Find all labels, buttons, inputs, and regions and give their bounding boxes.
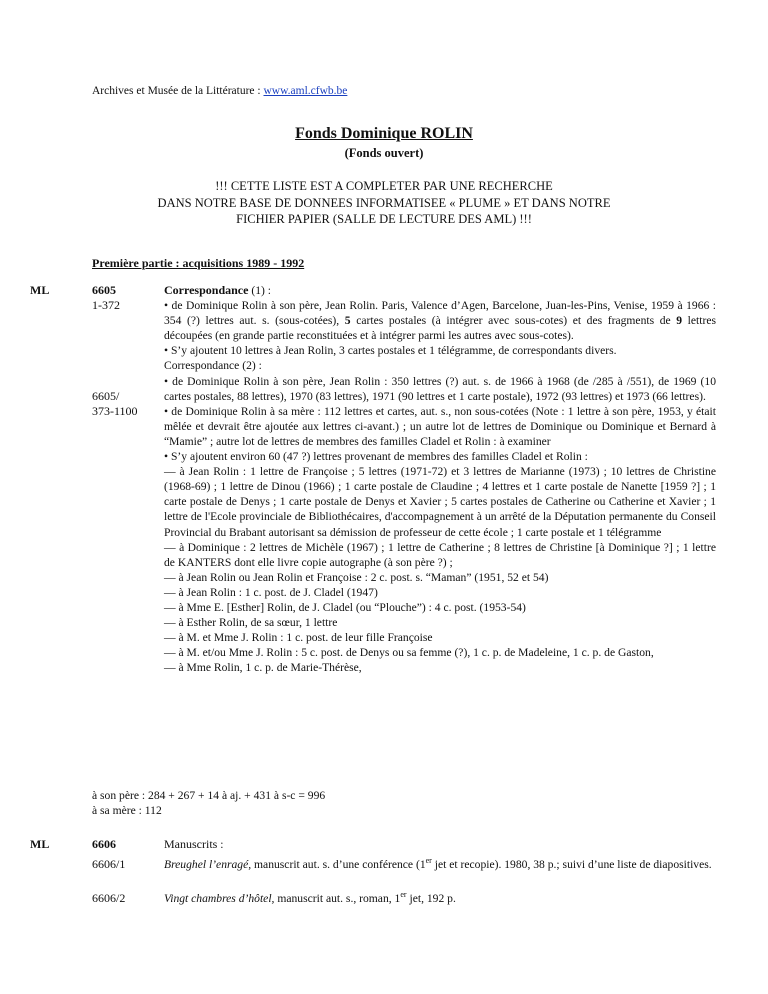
paragraph: — à M. et/ou Mme J. Rolin : 5 c. post. de Denys ou sa femme (?), 1 c. p. de Madeleine, 1 c. p. de Gaston, — [164, 646, 654, 660]
paragraph: — à M. et Mme J. Rolin : 1 c. post. de leur fille Françoise — [164, 631, 433, 645]
call-number: 6605 — [92, 283, 116, 297]
paragraph: Correspondance (2) : — [164, 359, 262, 373]
entry-code — [92, 283, 120, 313]
heading-manuscrits: Manuscrits — [164, 837, 218, 851]
heading-suffix: (1) : — [248, 284, 271, 297]
sub-call-number: 6606/2 — [92, 891, 126, 905]
paragraph: — à Jean Rolin : 1 c. post. de J. Cladel (1947) — [164, 585, 378, 599]
entry-ml-label: ML — [30, 837, 50, 851]
entry-code — [92, 837, 116, 852]
text-run: manuscrit aut. s., roman, 1 — [274, 892, 401, 905]
superscript: er — [425, 856, 432, 866]
paragraph: — à Mme E. [Esther] Rolin, de J. Cladel (ou “Plouche”) : 4 c. post. (1953-54) — [164, 600, 526, 614]
paragraph: — à Jean Rolin : 1 lettre de Françoise ; 5 lettres (1971-72) et 3 lettres de Marianne (1973) ; 10 lettres de Christine (1968-69) ; 1 lettre de Dinou (1966) ; 1 carte postale de Claudine ; 4 lettres et 1 carte postale de Nanette [1959 ?] ; 1 carte postale de Denys ; 1 carte postale de Denys et Xavier ; 5 cartes postales de Catherine ou Catherine et Xavier ; 1 lettre de l'Ecole provinciale de Bibliothécaires, d'accompagnement à un arrêté de la Députation permanente du Conseil Provincial du Brabant autorisant sa démission de professeur de cette école ; 1 carte postale et 1 télégramme — [164, 465, 716, 539]
section-heading: Première partie : acquisitions 1989 - 1992 — [92, 256, 305, 270]
heading-suffix: : — [217, 838, 224, 851]
paragraph: — à Dominique : 2 lettres de Michèle (1967) ; 1 lettre de Catherine ; 8 lettres de Christine [à Dominique ?] ; 1 lettre de KANTERS dont elle livre copie autographe (à son père ?) ; — [164, 540, 716, 569]
paragraph: — à Jean Rolin ou Jean Rolin et Françoise : 2 c. post. s. “Maman” (1951, 52 et 54) — [164, 570, 549, 584]
header-prefix: Archives et Musée de la Littérature : — [92, 85, 264, 97]
entry-ml-label: ML — [30, 283, 50, 297]
warning-notice — [0, 178, 768, 228]
manuscript-item — [164, 891, 716, 906]
call-number-2: 6605/ — [92, 389, 120, 403]
paragraph: — à Mme Rolin, 1 c. p. de Marie-Thérèse, — [164, 661, 362, 675]
paragraph: • de Dominique Rolin à son père, Jean Rolin : 350 lettres (?) aut. s. de 1966 à 1968 (de /285 à /551), de 1969 (10 cartes postales, 88 lettres), 1970 (83 lettres), 1971 (90 lettres et 1 carte postale), 1972 (93 lettres) et 1973 (66 lettres). — [164, 374, 716, 403]
total-line: à sa mère : 112 — [92, 804, 162, 818]
bold-number: 9 — [676, 314, 683, 328]
text-run: jet et recopie). 1980, 38 p.; suivi d’une liste de diapositives. — [431, 858, 712, 871]
heading-correspondance-1: Correspondance — [164, 283, 249, 297]
paragraph: — à Esther Rolin, de sa sœur, 1 lettre — [164, 616, 338, 630]
totals-block — [92, 788, 325, 818]
document-title: Fonds Dominique ROLIN — [295, 125, 473, 142]
header-line — [92, 84, 347, 99]
call-range: 1-372 — [92, 298, 120, 312]
paragraph: • S’y ajoutent environ 60 (47 ?) lettres provenant de membres des familles Cladel et Rolin : — [164, 450, 588, 464]
call-number: 6606 — [92, 837, 116, 851]
bold-number: 5 — [344, 314, 351, 328]
call-range-2: 373-1100 — [92, 404, 138, 418]
aml-website-link[interactable]: www.aml.cfwb.be — [263, 85, 348, 97]
warning-line: FICHIER PAPIER (SALLE DE LECTURE DES AML) !!! — [236, 212, 532, 226]
sub-call-number: 6606/1 — [92, 857, 126, 871]
text-run: • de Dominique Rolin à son père, Jean Rolin. Paris, Valence d’Agen, Barcelone, Juan-les-Pins, Venise, 1959 à 1966 : 354 (?) lettres aut. s. (sous-cotées), — [164, 299, 716, 328]
superscript: er — [400, 890, 407, 900]
entry-description — [164, 283, 716, 675]
paragraph: • S’y ajoutent 10 lettres à Jean Rolin, 3 cartes postales et 1 télégramme, de correspondants divers. — [164, 344, 617, 358]
manuscript-item — [164, 857, 716, 872]
total-line: à son père : 284 + 267 + 14 à aj. + 431 à s-c = 996 — [92, 789, 326, 802]
text-run: cartes postales (à intégrer avec sous-cotes) et des fragments de — [350, 314, 677, 328]
warning-line: DANS NOTRE BASE DE DONNEES INFORMATISEE « PLUME » ET DANS NOTRE — [157, 195, 611, 210]
manuscript-title: Breughel l’enragé, — [164, 858, 252, 871]
paragraph: • de Dominique Rolin à sa mère : 112 lettres et cartes, aut. s., non sous-cotées (Note : 1 lettre à son père, 1953, y était mêlée et devrait être ajoutée aux lettres ci-avant.) ; un autre lot de lettres de Dominique ou Dominique et Bernard à “Mamie” ; autre lot de lettres de membres des familles Cladel et Rolin : à examiner — [164, 404, 716, 448]
manuscript-title: Vingt chambres d’hôtel, — [164, 892, 275, 905]
text-run: lettres découpées (en grande partie reconstituées et à intégrer parmi les autres avec sous-cotes). — [164, 314, 717, 343]
document-subtitle: (Fonds ouvert) — [344, 146, 424, 160]
paragraph — [164, 298, 716, 343]
warning-line: !!! CETTE LISTE EST A COMPLETER PAR UNE RECHERCHE — [215, 179, 553, 193]
manuscripts-heading — [164, 837, 716, 852]
text-run: manuscrit aut. s. d’une conférence (1 — [251, 858, 426, 871]
entry-code-2 — [92, 389, 138, 419]
text-run: jet, 192 p. — [406, 892, 456, 905]
